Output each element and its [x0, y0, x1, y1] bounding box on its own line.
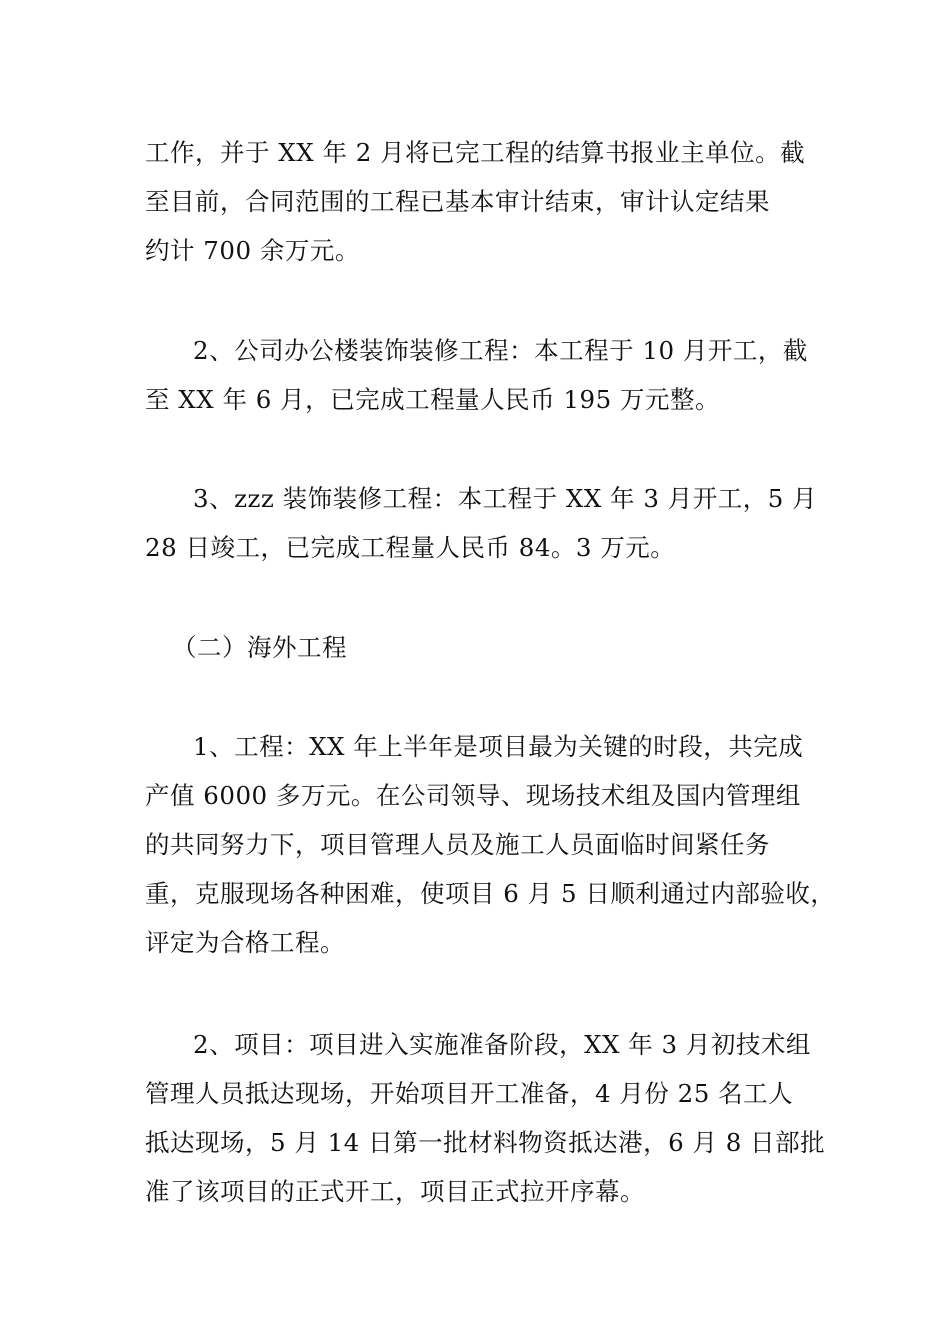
text-line: 工作，并于 XX 年 2 月将已完工程的结算书报业主单位。截 — [145, 138, 806, 167]
text-line: 28 日竣工，已完成工程量人民币 84。3 万元。 — [145, 533, 676, 562]
text-line: 的共同努力下，项目管理人员及施工人员面临时间紧任务 — [145, 830, 770, 859]
text-line: 2、项目：项目进入实施准备阶段，XX 年 3 月初技术组 — [193, 1030, 811, 1059]
text-line: 产值 6000 多万元。在公司领导、现场技术组及国内管理组 — [145, 781, 801, 810]
text-line: 1、工程：XX 年上半年是项目最为关键的时段，共完成 — [193, 732, 804, 761]
text-line: 至 XX 年 6 月，已完成工程量人民币 195 万元整。 — [145, 385, 720, 414]
text-line: 准了该项目的正式开工，项目正式拉开序幕。 — [145, 1177, 645, 1206]
text-line: 2、公司办公楼装饰装修工程：本工程于 10 月开工，截 — [193, 336, 808, 365]
section-heading: （二）海外工程 — [172, 633, 347, 662]
text-line: 抵达现场，5 月 14 日第一批材料物资抵达港，6 月 8 日部批 — [145, 1128, 826, 1157]
text-line: 评定为合格工程。 — [145, 928, 345, 957]
text-line: 管理人员抵达现场，开始项目开工准备，4 月份 25 名工人 — [145, 1079, 794, 1108]
text-line: 约计 700 余万元。 — [145, 236, 360, 265]
text-line: 重，克服现场各种困难，使项目 6 月 5 日顺利通过内部验收， — [145, 879, 836, 908]
text-line: 至目前，合同范围的工程已基本审计结束，审计认定结果 — [145, 187, 770, 216]
text-line: 3、zzz 装饰装修工程：本工程于 XX 年 3 月开工，5 月 — [193, 484, 818, 513]
